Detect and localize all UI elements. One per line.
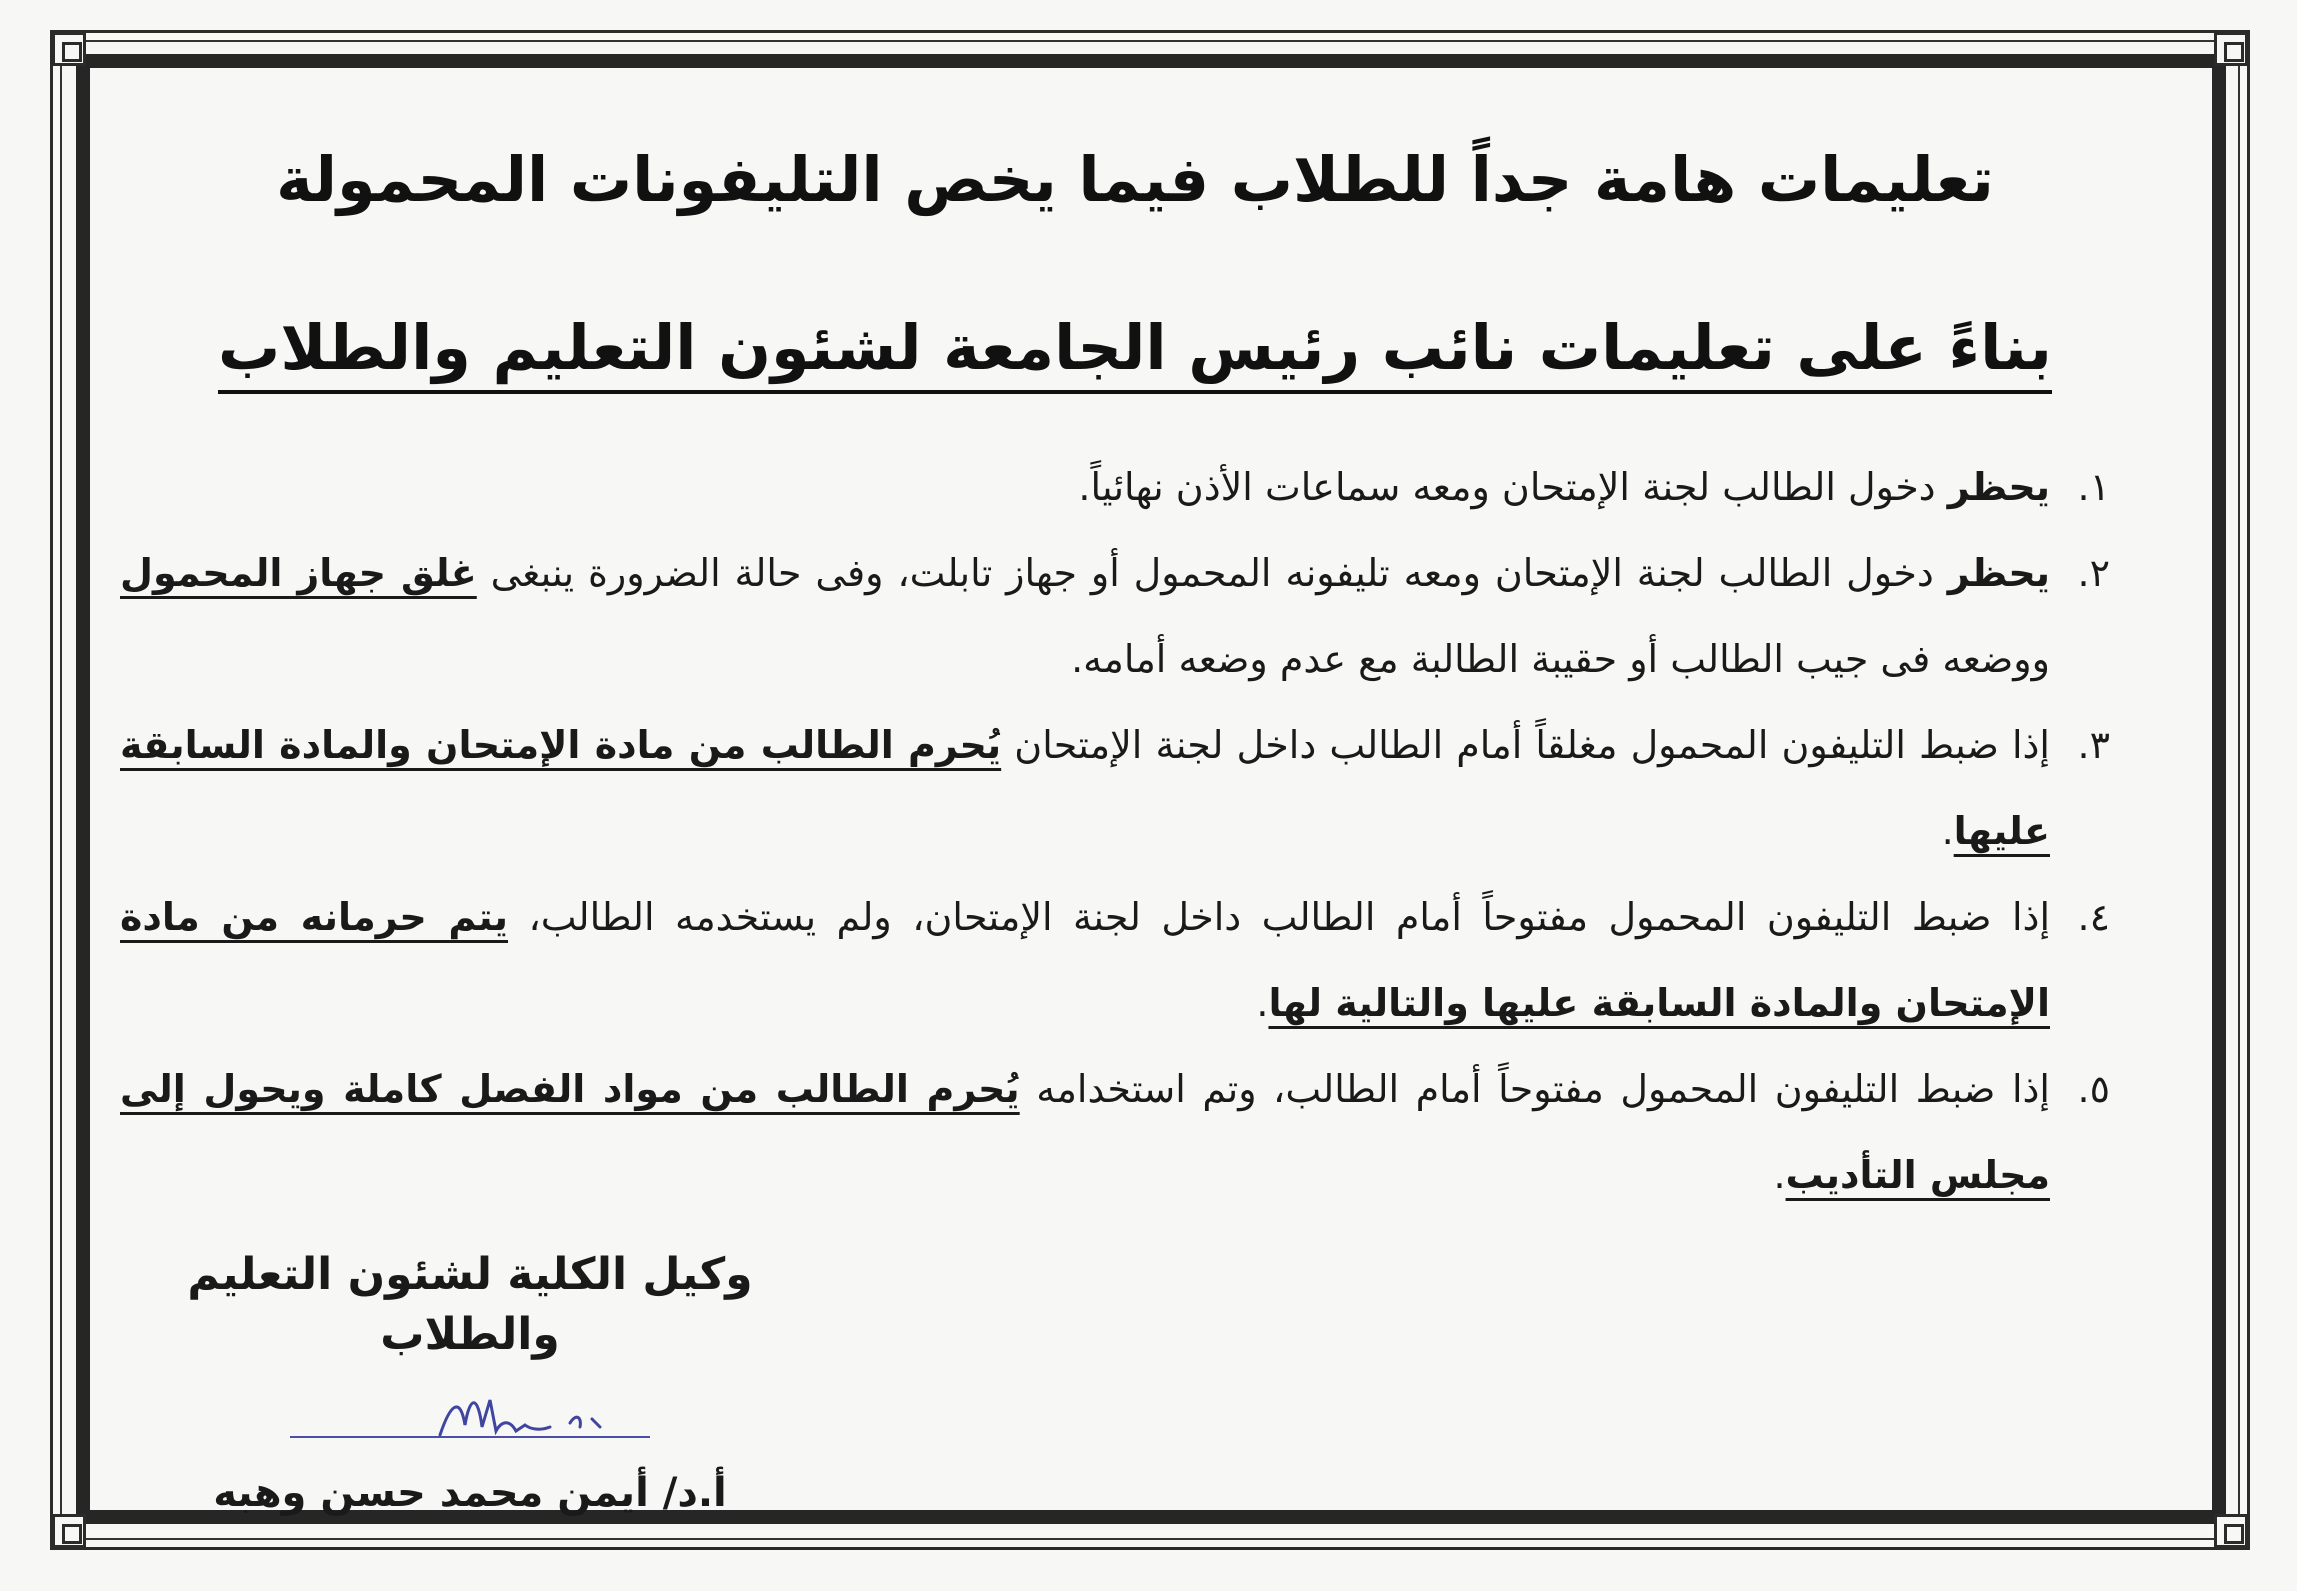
instruction-item-4 [120,874,2110,1046]
item-tail: . [1941,809,1954,853]
item-keyword: يحظر [1947,465,2050,509]
item-text [120,444,2050,530]
instructions-list [120,444,2150,1218]
corner-ornament-bottom-left [52,1514,86,1548]
notice-title: تعليمات هامة جداً للطلاب فيما يخص التليفونات المحمولة [276,143,1994,216]
item-tail: ووضعه فى جيب الطالب أو حقيبة الطالبة مع عدم وضعه أمامه. [1071,637,2050,681]
signature-scribble-icon [130,1365,810,1465]
item-text [120,530,2050,702]
notice-body [120,120,2150,1218]
instruction-item-2 [120,530,2110,702]
notice-subtitle-text: بناءً على تعليمات نائب رئيس الجامعة لشئون التعليم والطلاب [218,311,2052,394]
instruction-item-3 [120,702,2110,874]
item-body: دخول الطالب لجنة الإمتحان ومعه سماعات الأذن نهائياً. [1078,465,1948,509]
item-number: ١. [2077,465,2110,509]
item-text [120,874,2050,1046]
item-keyword: يحظر [1947,551,2050,595]
notice-subtitle [120,308,2150,388]
item-number: ٣. [2077,723,2110,767]
item-emphasis: يتم حرمانه من مادة الإمتحان والمادة السابقة عليها والتالية لها [120,895,2050,1025]
item-body: إذا ضبط التليفون المحمول مغلقاً أمام الطالب داخل لجنة الإمتحان [1001,723,2050,767]
item-number: ٢. [2077,551,2110,595]
item-number: ٥. [2077,1067,2110,1111]
item-body: إذا ضبط التليفون المحمول مفتوحاً أمام الطالب، وتم استخدامه [1019,1067,2050,1111]
item-text [120,1046,2050,1218]
item-body: دخول الطالب لجنة الإمتحان ومعه تليفونه المحمول أو جهاز تابلت، وفى حالة الضرورة ينبغى [476,551,1948,595]
signature-block [130,1245,810,1521]
instruction-item-1 [120,444,2110,530]
item-tail: . [1256,981,1269,1025]
item-emphasis: يُحرم الطالب من مادة الإمتحان والمادة السابقة عليها [120,723,2050,853]
corner-ornament-top-right [2214,32,2248,66]
signatory-title: وكيل الكلية لشئون التعليم والطلاب [187,1249,753,1360]
corner-ornament-bottom-right [2214,1514,2248,1548]
signatory-name: أ.د/ أيمن محمد حسن وهبه [213,1470,727,1516]
item-emphasis: يُحرم الطالب من مواد الفصل كاملة ويحول إلى مجلس التأديب [120,1067,2050,1197]
item-tail: . [1773,1153,1786,1197]
item-body: إذا ضبط التليفون المحمول مفتوحاً أمام الطالب داخل لجنة الإمتحان، ولم يستخدمه الطالب، [508,895,2051,939]
corner-ornament-top-left [52,32,86,66]
instruction-item-5 [120,1046,2110,1218]
item-emphasis: غلق جهاز المحمول [120,551,477,595]
item-text [120,702,2050,874]
handwritten-signature [130,1365,810,1465]
item-number: ٤. [2077,895,2110,939]
